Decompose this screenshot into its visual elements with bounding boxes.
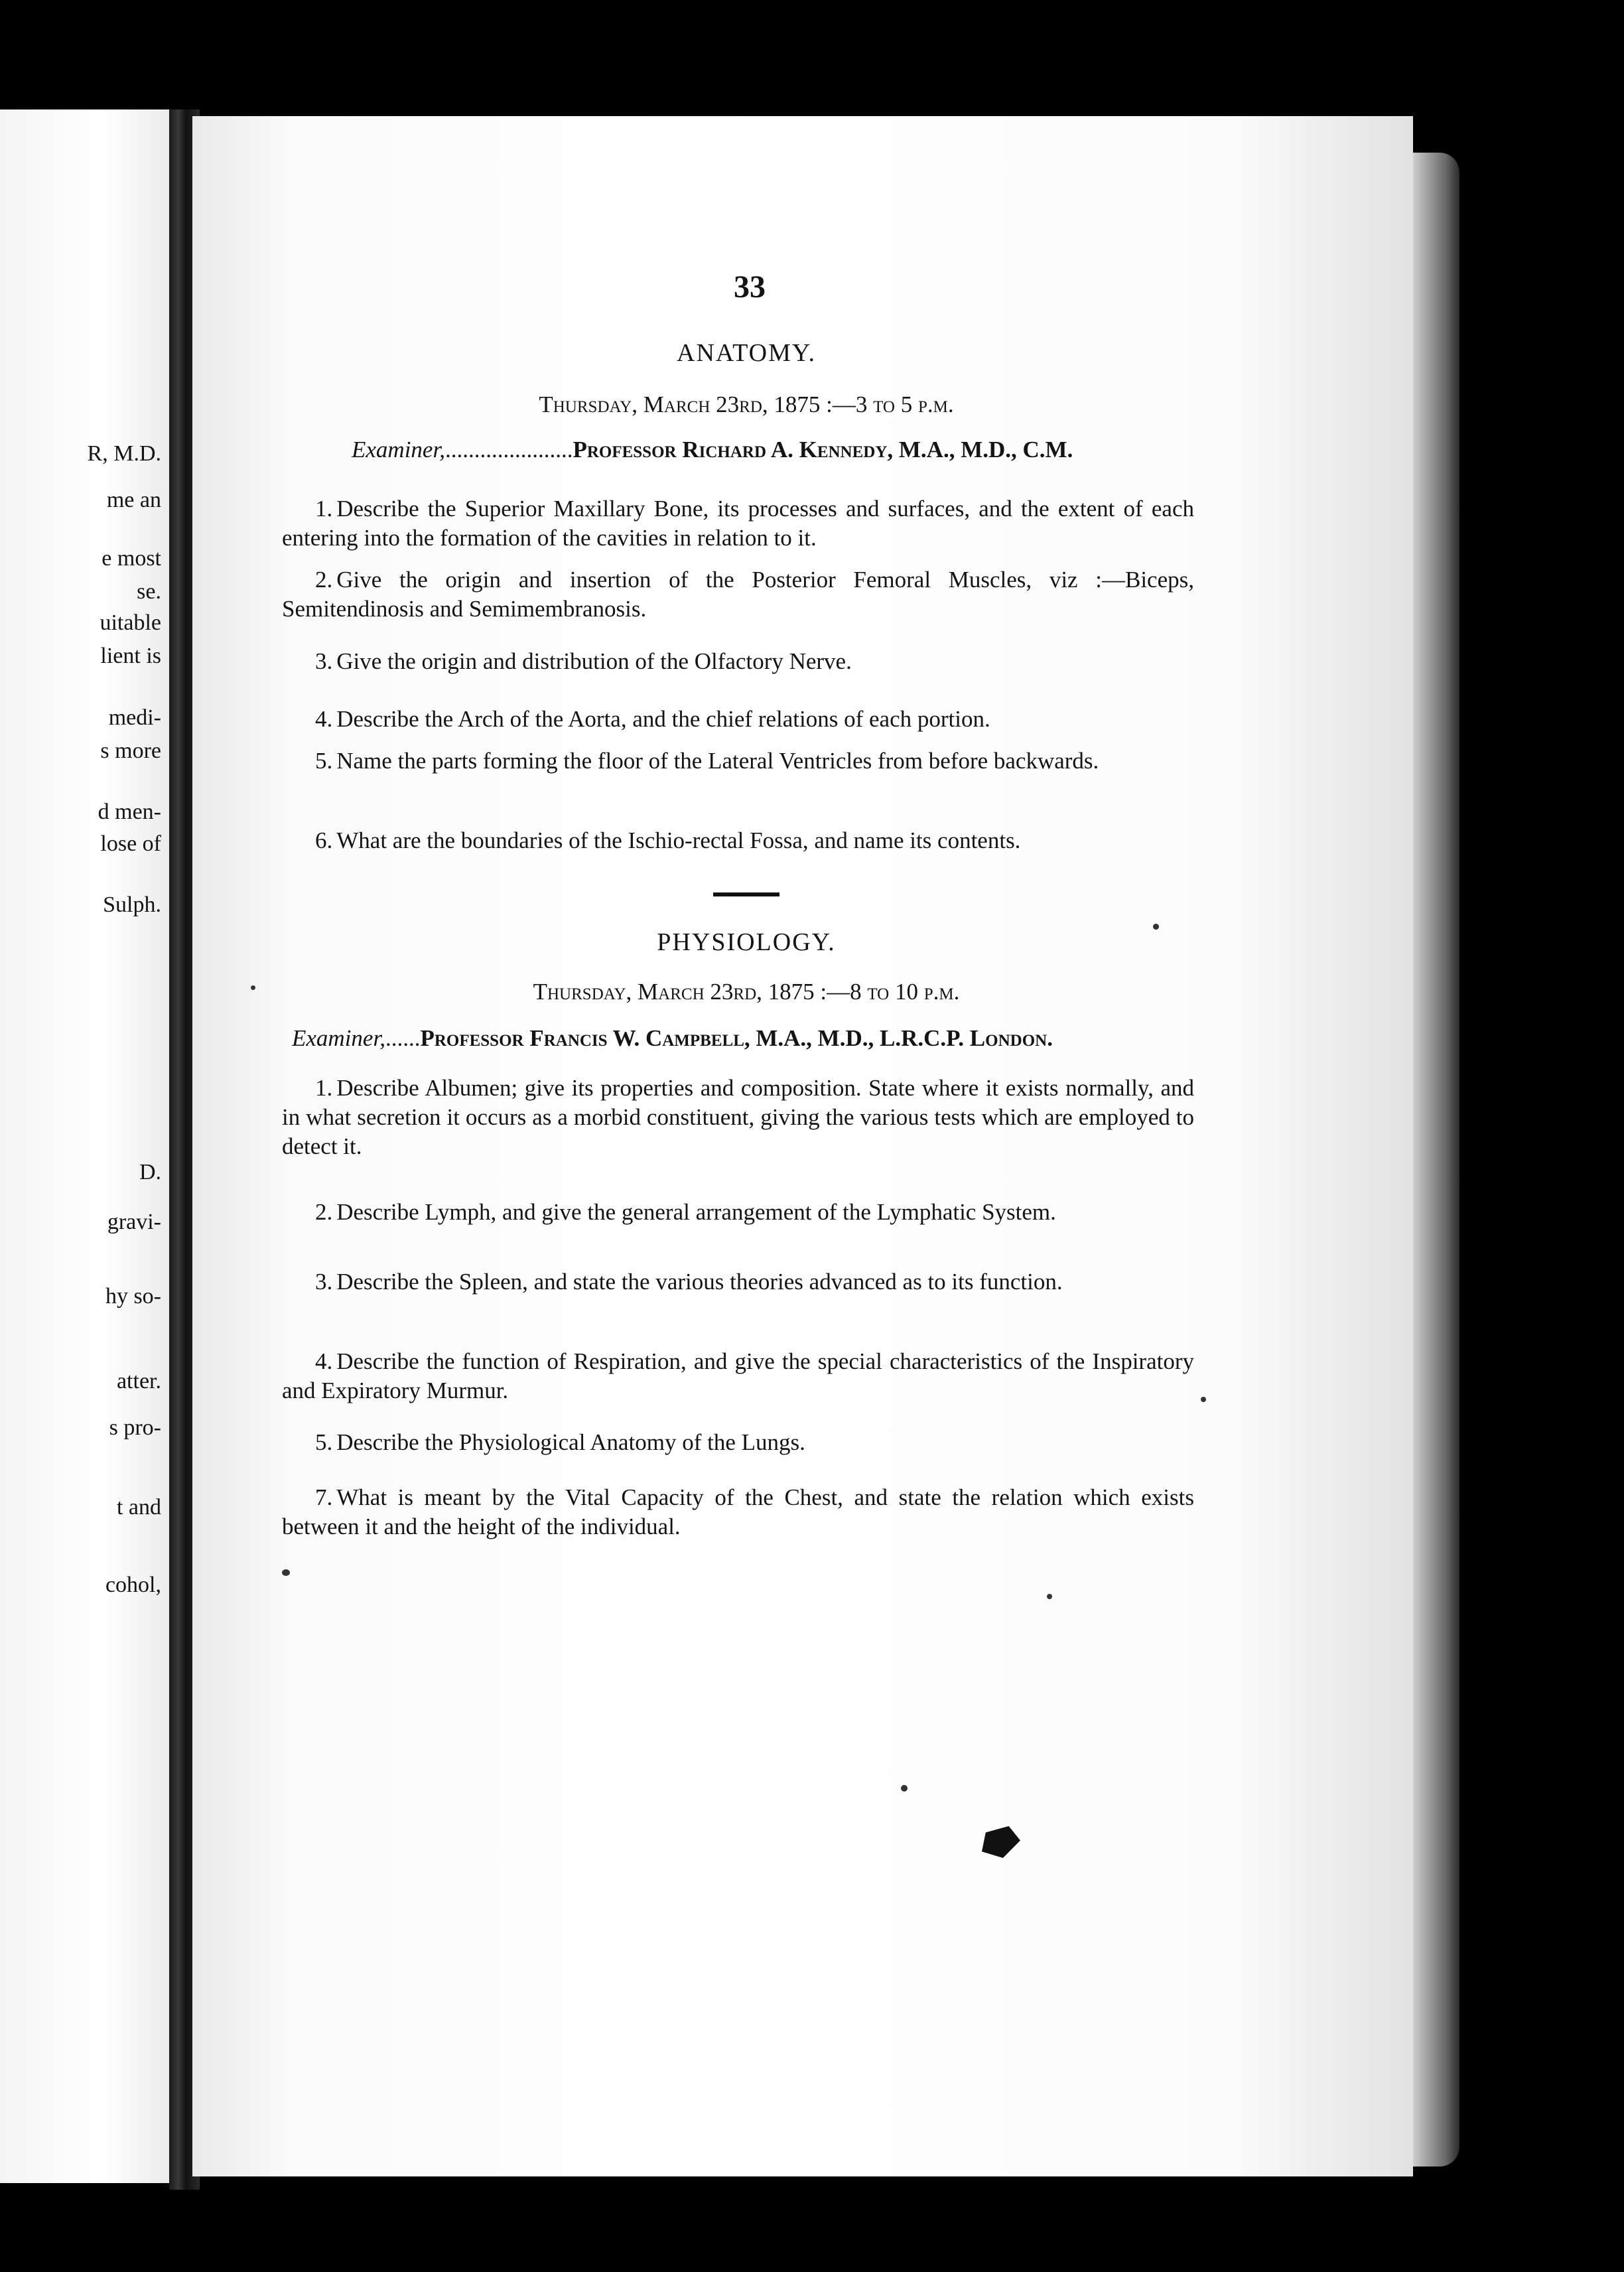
section-divider [713, 892, 779, 896]
question-text: Describe Lymph, and give the general arrangement of the Lymphatic System. [336, 1199, 1056, 1225]
physiology-question [282, 1198, 1194, 1227]
left-page-line: s pro- [109, 1415, 161, 1440]
anatomy-examiner [352, 437, 1073, 463]
anatomy-dateline: Thursday, March 23rd, 1875 :—3 to 5 p.m. [539, 391, 954, 417]
question-number: 5. [315, 748, 333, 774]
question-number: 2. [315, 1199, 333, 1225]
speck [1153, 924, 1159, 930]
anatomy-question [282, 826, 1194, 855]
left-page-line: cohol, [105, 1573, 161, 1597]
question-text: Describe the Spleen, and state the various theories advanced as to its function. [336, 1269, 1063, 1295]
question-number: 1. [315, 1075, 333, 1101]
anatomy-question [282, 565, 1194, 624]
question-text: Give the origin and distribution of the Olfactory Nerve. [336, 648, 852, 674]
anatomy-question [282, 494, 1194, 553]
question-text: Describe Albumen; give its properties and composition. State where it exists normally, and in what secretion it occurs as a morbid constituent, giving the various tests which are employed to detect it. [282, 1075, 1194, 1159]
left-page-line: Sulph. [103, 892, 161, 917]
question-number: 1. [315, 496, 333, 522]
examiner-label: Examiner, [352, 437, 445, 462]
left-page-line: se. [137, 579, 161, 604]
left-page-line: hy so- [105, 1284, 161, 1309]
left-page-line: lose of [100, 831, 161, 856]
speck [251, 985, 255, 990]
question-text: What are the boundaries of the Ischio-rectal Fossa, and name its contents. [336, 827, 1021, 853]
physiology-examiner [292, 1025, 1053, 1052]
left-page-line: d men- [98, 800, 161, 824]
page-edge [1413, 153, 1459, 2166]
examiner-dots: ...... [385, 1025, 421, 1051]
question-text: What is meant by the Vital Capacity of the Chest, and state the relation which exists between it and the height of the individual. [282, 1484, 1194, 1539]
examiner-dots: ...................... [444, 437, 573, 462]
question-number: 4. [315, 1348, 333, 1374]
left-page-line: medi- [108, 705, 161, 730]
left-page-line: D. [139, 1160, 161, 1184]
left-page-line: me an [106, 488, 161, 512]
anatomy-question [282, 746, 1194, 776]
anatomy-question [282, 647, 1194, 676]
physiology-question [282, 1483, 1194, 1541]
physiology-dateline: Thursday, March 23rd, 1875 :—8 to 10 p.m. [533, 979, 960, 1005]
question-text: Name the parts forming the floor of the Lateral Ventricles from before backwards. [336, 748, 1099, 774]
speck [1047, 1594, 1052, 1599]
left-page-line: lient is [100, 644, 161, 668]
physiology-question [282, 1074, 1194, 1161]
question-text: Give the origin and insertion of the Posterior Femoral Muscles, viz :—Biceps, Semitendinosis and Semimembranosis. [282, 567, 1194, 622]
left-page-line: uitable [100, 610, 161, 635]
left-page-line: R, M.D. [87, 441, 161, 466]
question-text: Describe the function of Respiration, and give the special characteristics of the Inspiratory and Expiratory Murmur. [282, 1348, 1194, 1403]
left-page-line: t and [116, 1495, 161, 1520]
physiology-question [282, 1267, 1194, 1297]
speck [282, 1569, 290, 1576]
page-number: 33 [734, 269, 766, 305]
examiner-name: Professor Francis W. Campbell, M.A., M.D., L.R.C.P. London. [420, 1025, 1053, 1051]
speck [1201, 1397, 1206, 1402]
left-page-line: gravi- [107, 1210, 161, 1234]
question-number: 3. [315, 1269, 333, 1295]
question-text: Describe the Physiological Anatomy of the Lungs. [336, 1429, 805, 1455]
anatomy-question [282, 705, 1194, 734]
question-number: 4. [315, 706, 333, 732]
physiology-question [282, 1347, 1194, 1405]
question-number: 6. [315, 827, 333, 853]
left-page-line: atter. [116, 1369, 161, 1393]
question-text: Describe the Superior Maxillary Bone, its processes and surfaces, and the extent of each entering into the formation of the cavities in relation to it. [282, 496, 1194, 551]
examiner-label: Examiner, [292, 1025, 385, 1051]
question-text: Describe the Arch of the Aorta, and the chief relations of each portion. [336, 706, 990, 732]
anatomy-heading: ANATOMY. [677, 339, 816, 367]
speck [901, 1785, 908, 1792]
left-page-line: s more [100, 739, 161, 763]
question-number: 3. [315, 648, 333, 674]
left-page-line: e most [102, 546, 161, 571]
examiner-name: Professor Richard A. Kennedy, M.A., M.D., C.M. [573, 437, 1073, 462]
question-number: 2. [315, 567, 333, 593]
question-number: 7. [315, 1484, 333, 1510]
physiology-heading: PHYSIOLOGY. [657, 928, 836, 956]
physiology-question [282, 1428, 1194, 1457]
left-page [0, 109, 169, 2183]
question-number: 5. [315, 1429, 333, 1455]
